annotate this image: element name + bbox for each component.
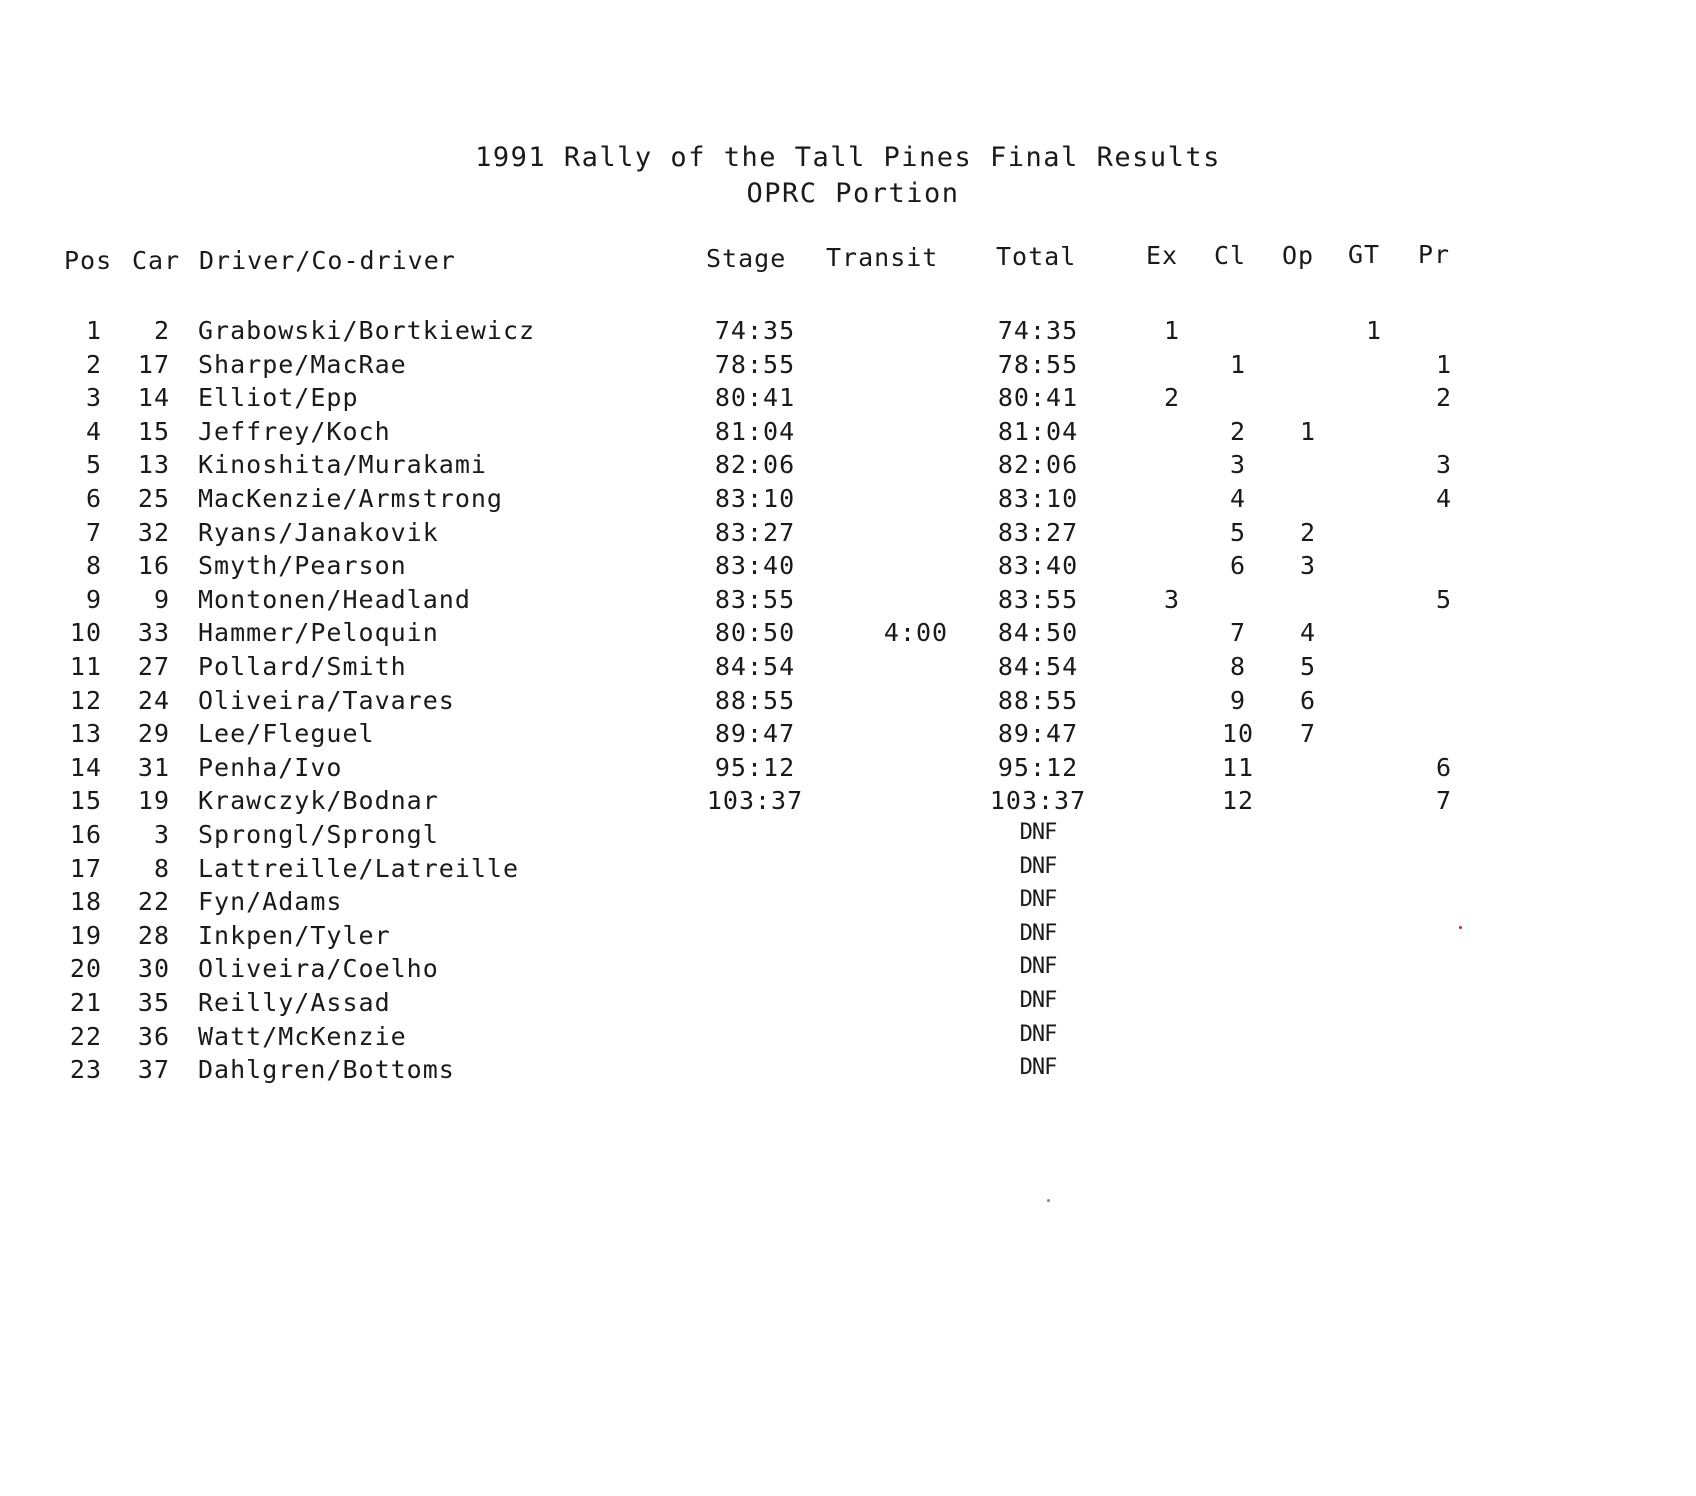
cell-pr: 3 <box>1435 450 1453 479</box>
cell-car: 2 <box>153 316 170 345</box>
cell-car: 31 <box>137 753 170 782</box>
cell-cl: 10 <box>1221 719 1255 748</box>
cell-pos: 12 <box>69 686 102 715</box>
cell-transit: 4:00 <box>883 618 949 647</box>
cell-car: 8 <box>153 854 170 883</box>
cell-cl: 2 <box>1229 417 1247 446</box>
cell-stage: 80:41 <box>714 383 796 412</box>
cell-driver: Smyth/Pearson <box>198 551 407 580</box>
cell-driver: Inkpen/Tyler <box>198 921 391 950</box>
cell-driver: Grabowski/Bortkiewicz <box>198 316 536 345</box>
cell-cl: 12 <box>1221 786 1255 815</box>
cell-pos: 5 <box>85 450 102 479</box>
table-row <box>0 652 1696 686</box>
cell-pos: 6 <box>85 484 102 513</box>
cell-total: 78:55 <box>997 350 1079 379</box>
table-row <box>0 551 1696 585</box>
cell-total: DNF <box>1019 1022 1057 1047</box>
cell-cl: 1 <box>1229 350 1247 379</box>
cell-total: 84:54 <box>997 652 1079 681</box>
cell-driver: Montonen/Headland <box>198 585 471 614</box>
cell-op: 7 <box>1299 719 1317 748</box>
cell-cl: 6 <box>1229 551 1247 580</box>
table-row <box>0 786 1696 820</box>
cell-stage: 83:10 <box>714 484 796 513</box>
cell-pos: 17 <box>69 854 102 883</box>
cell-car: 22 <box>137 887 170 916</box>
cell-pr: 5 <box>1435 585 1453 614</box>
table-row <box>0 316 1696 350</box>
cell-total: DNF <box>1019 988 1057 1013</box>
table-row <box>0 383 1696 417</box>
cell-driver: Pollard/Smith <box>198 652 407 681</box>
cell-stage: 83:27 <box>714 518 796 547</box>
cell-car: 28 <box>137 921 170 950</box>
cell-car: 29 <box>137 719 170 748</box>
table-row <box>0 585 1696 619</box>
header-gt: GT <box>1348 240 1381 269</box>
cell-driver: Kinoshita/Murakami <box>198 450 487 479</box>
cell-stage: 95:12 <box>714 753 796 782</box>
table-row <box>0 686 1696 720</box>
cell-car: 15 <box>137 417 170 446</box>
table-row <box>0 618 1696 652</box>
cell-driver: Lee/Fleguel <box>198 719 375 748</box>
cell-driver: MacKenzie/Armstrong <box>198 484 503 513</box>
cell-car: 16 <box>137 551 170 580</box>
cell-stage: 82:06 <box>714 450 796 479</box>
cell-driver: Fyn/Adams <box>198 887 343 916</box>
cell-op: 6 <box>1299 686 1317 715</box>
table-row <box>0 484 1696 518</box>
cell-pr: 7 <box>1435 786 1453 815</box>
ink-speck-red <box>1459 926 1462 929</box>
cell-cl: 8 <box>1229 652 1247 681</box>
cell-gt: 1 <box>1365 316 1383 345</box>
cell-op: 2 <box>1299 518 1317 547</box>
cell-pos: 19 <box>69 921 102 950</box>
cell-driver: Oliveira/Tavares <box>198 686 455 715</box>
table-row <box>0 988 1696 1022</box>
cell-pos: 10 <box>69 618 102 647</box>
cell-stage: 88:55 <box>714 686 796 715</box>
cell-car: 33 <box>137 618 170 647</box>
table-row <box>0 1055 1696 1089</box>
cell-pos: 4 <box>85 417 102 446</box>
table-row <box>0 417 1696 451</box>
table-row <box>0 820 1696 854</box>
table-row <box>0 719 1696 753</box>
cell-driver: Krawczyk/Bodnar <box>198 786 439 815</box>
cell-pos: 14 <box>69 753 102 782</box>
cell-driver: Penha/Ivo <box>198 753 343 782</box>
cell-stage: 74:35 <box>714 316 796 345</box>
cell-pos: 8 <box>85 551 102 580</box>
cell-driver: Ryans/Janakovik <box>198 518 439 547</box>
cell-car: 25 <box>137 484 170 513</box>
cell-driver: Hammer/Peloquin <box>198 618 439 647</box>
cell-total: DNF <box>1019 854 1057 879</box>
cell-stage: 83:40 <box>714 551 796 580</box>
header-pos: Pos <box>64 246 113 275</box>
cell-driver: Elliot/Epp <box>198 383 359 412</box>
cell-total: 82:06 <box>997 450 1079 479</box>
cell-driver: Dahlgren/Bottoms <box>198 1055 455 1084</box>
cell-total: 83:10 <box>997 484 1079 513</box>
table-row <box>0 350 1696 384</box>
cell-driver: Sharpe/MacRae <box>198 350 407 379</box>
cell-pos: 1 <box>85 316 102 345</box>
cell-total: 103:37 <box>989 786 1087 815</box>
cell-car: 3 <box>153 820 170 849</box>
table-row <box>0 854 1696 888</box>
cell-car: 30 <box>137 954 170 983</box>
cell-total: DNF <box>1019 820 1057 845</box>
cell-op: 5 <box>1299 652 1317 681</box>
cell-car: 24 <box>137 686 170 715</box>
cell-cl: 3 <box>1229 450 1247 479</box>
cell-car: 27 <box>137 652 170 681</box>
cell-driver: Oliveira/Coelho <box>198 954 439 983</box>
cell-cl: 7 <box>1229 618 1247 647</box>
cell-stage: 103:37 <box>706 786 804 815</box>
cell-pos: 7 <box>85 518 102 547</box>
ink-speck-gray <box>1047 1199 1050 1202</box>
cell-pos: 15 <box>69 786 102 815</box>
header-ex: Ex <box>1146 241 1179 270</box>
cell-pos: 23 <box>69 1055 102 1084</box>
cell-op: 3 <box>1299 551 1317 580</box>
cell-total: DNF <box>1019 921 1057 946</box>
cell-pr: 1 <box>1435 350 1453 379</box>
cell-pos: 20 <box>69 954 102 983</box>
table-row <box>0 921 1696 955</box>
cell-total: DNF <box>1019 887 1057 912</box>
cell-car: 36 <box>137 1022 170 1051</box>
cell-total: 83:40 <box>997 551 1079 580</box>
cell-total: 89:47 <box>997 719 1079 748</box>
cell-pos: 18 <box>69 887 102 916</box>
cell-car: 37 <box>137 1055 170 1084</box>
table-row <box>0 954 1696 988</box>
cell-total: 88:55 <box>997 686 1079 715</box>
cell-ex: 1 <box>1163 316 1181 345</box>
cell-driver: Sprongl/Sprongl <box>198 820 439 849</box>
cell-cl: 5 <box>1229 518 1247 547</box>
cell-pr: 2 <box>1435 383 1453 412</box>
cell-total: 74:35 <box>997 316 1079 345</box>
cell-ex: 3 <box>1163 585 1181 614</box>
cell-stage: 83:55 <box>714 585 796 614</box>
cell-car: 35 <box>137 988 170 1017</box>
cell-pos: 13 <box>69 719 102 748</box>
cell-pos: 2 <box>85 350 102 379</box>
cell-driver: Lattreille/Latreille <box>198 854 520 883</box>
cell-total: 83:27 <box>997 518 1079 547</box>
cell-car: 13 <box>137 450 170 479</box>
cell-total: 95:12 <box>997 753 1079 782</box>
cell-car: 14 <box>137 383 170 412</box>
header-car: Car <box>132 246 181 275</box>
cell-op: 1 <box>1299 417 1317 446</box>
cell-driver: Watt/McKenzie <box>198 1022 407 1051</box>
cell-car: 17 <box>137 350 170 379</box>
cell-driver: Reilly/Assad <box>198 988 391 1017</box>
page-subtitle: OPRC Portion <box>746 178 960 209</box>
cell-car: 9 <box>153 585 170 614</box>
header-op: Op <box>1282 241 1315 270</box>
cell-cl: 9 <box>1229 686 1247 715</box>
cell-pos: 3 <box>85 383 102 412</box>
cell-stage: 80:50 <box>714 618 796 647</box>
header-total: Total <box>996 242 1077 271</box>
table-row <box>0 1022 1696 1056</box>
cell-pr: 4 <box>1435 484 1453 513</box>
cell-total: 80:41 <box>997 383 1079 412</box>
cell-pos: 11 <box>69 652 102 681</box>
cell-pr: 6 <box>1435 753 1453 782</box>
cell-total: 81:04 <box>997 417 1079 446</box>
cell-pos: 9 <box>85 585 102 614</box>
cell-stage: 78:55 <box>714 350 796 379</box>
cell-stage: 84:54 <box>714 652 796 681</box>
cell-cl: 11 <box>1221 753 1255 782</box>
cell-pos: 22 <box>69 1022 102 1051</box>
header-transit: Transit <box>826 243 939 272</box>
cell-car: 19 <box>137 786 170 815</box>
cell-car: 32 <box>137 518 170 547</box>
cell-driver: Jeffrey/Koch <box>198 417 391 446</box>
header-stage: Stage <box>706 244 787 273</box>
header-pr: Pr <box>1418 240 1451 269</box>
cell-cl: 4 <box>1229 484 1247 513</box>
cell-ex: 2 <box>1163 383 1181 412</box>
table-row <box>0 753 1696 787</box>
cell-op: 4 <box>1299 618 1317 647</box>
page-title: 1991 Rally of the Tall Pines Final Results <box>475 142 1221 173</box>
cell-total: DNF <box>1019 1055 1057 1080</box>
cell-total: 83:55 <box>997 585 1079 614</box>
document-heading <box>0 140 1696 212</box>
cell-stage: 81:04 <box>714 417 796 446</box>
header-cl: Cl <box>1214 241 1247 270</box>
table-row <box>0 450 1696 484</box>
header-driver: Driver/Co-driver <box>199 246 456 275</box>
cell-total: 84:50 <box>997 618 1079 647</box>
cell-pos: 21 <box>69 988 102 1017</box>
cell-total: DNF <box>1019 954 1057 979</box>
table-row <box>0 518 1696 552</box>
cell-pos: 16 <box>69 820 102 849</box>
cell-stage: 89:47 <box>714 719 796 748</box>
table-row <box>0 887 1696 921</box>
